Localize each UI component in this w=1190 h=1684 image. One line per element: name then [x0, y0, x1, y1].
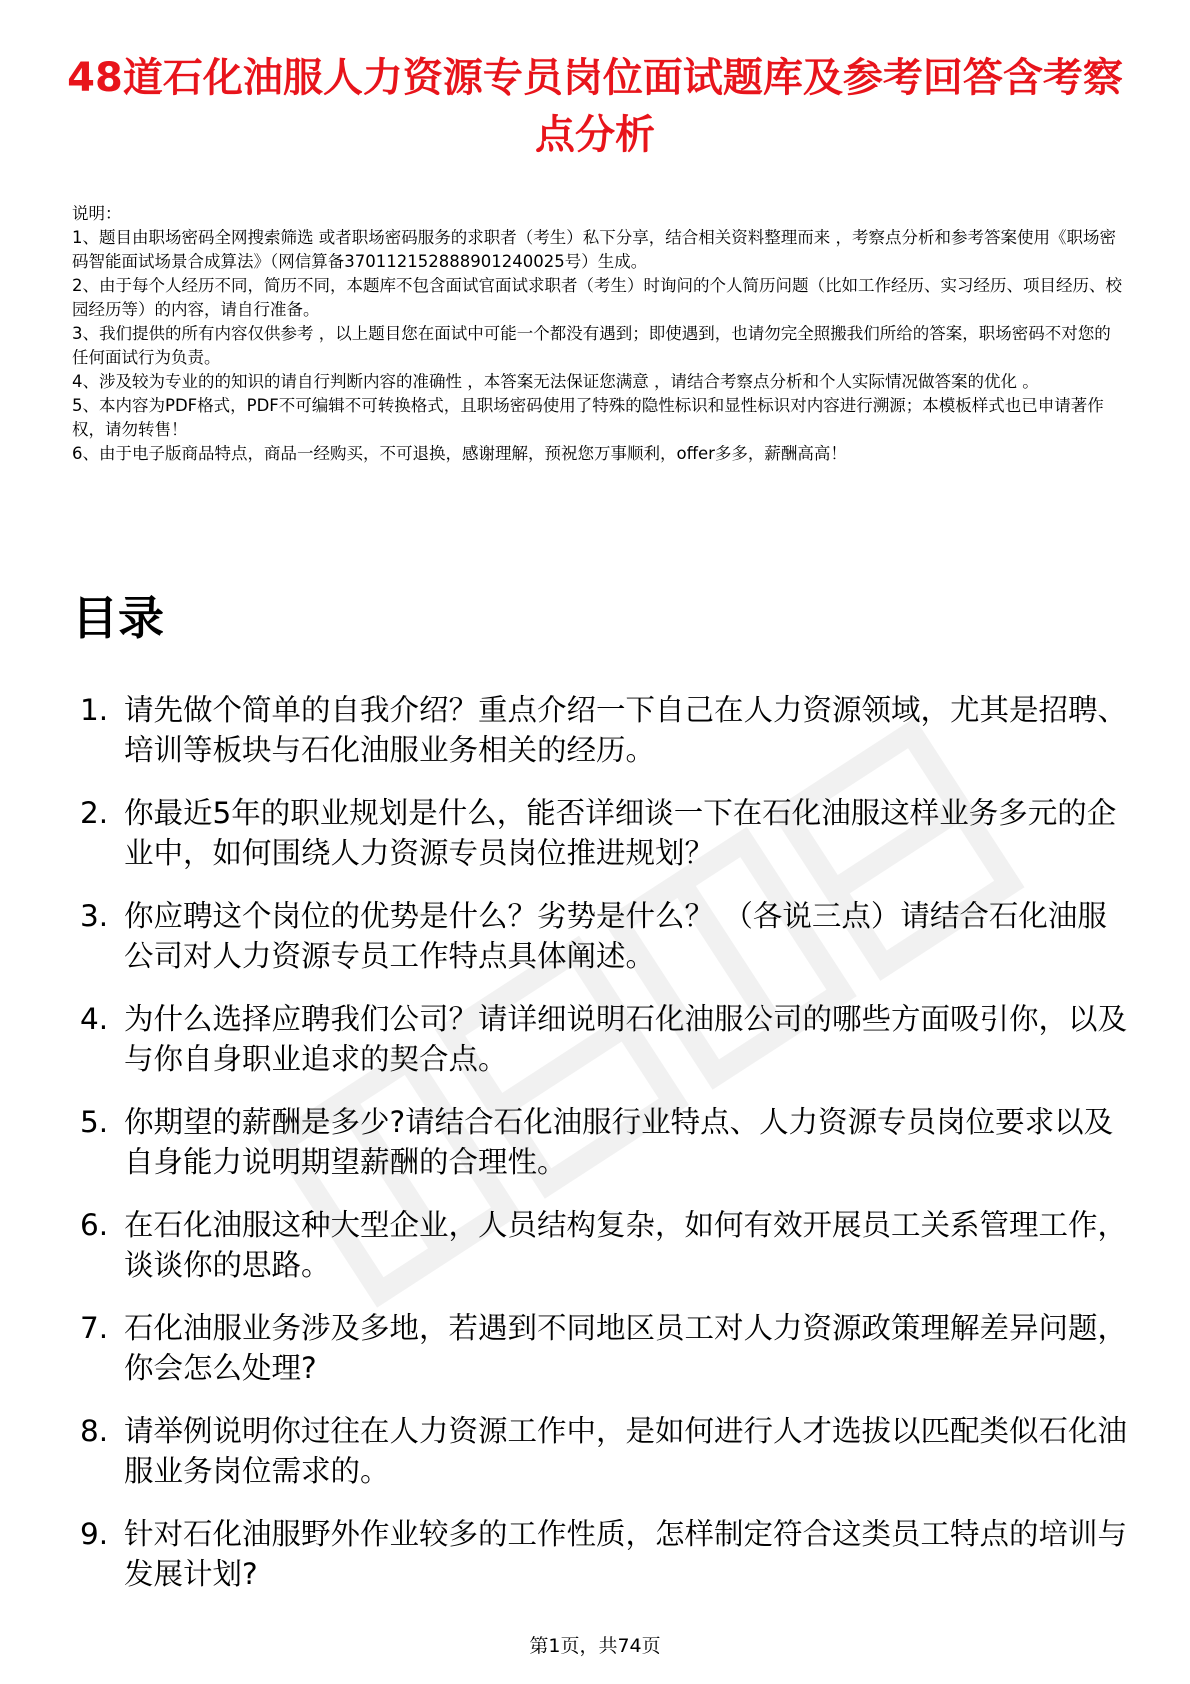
- toc-item-number: 6.: [80, 1208, 109, 1242]
- toc-item[interactable]: [72, 896, 1132, 976]
- toc-item-text: 你最近5年的职业规划是什么，能否详细谈一下在石化油服这样业务多元的企业中，如何围绕人力资源专员岗位推进规划？: [124, 796, 1117, 870]
- toc-item[interactable]: [72, 793, 1132, 873]
- toc-item-number: 5.: [80, 1105, 109, 1139]
- toc-item-text: 你应聘这个岗位的优势是什么？劣势是什么？ （各说三点）请结合石化油服公司对人力资源专员工作特点具体阐述。: [124, 899, 1107, 973]
- toc-item[interactable]: [72, 690, 1132, 770]
- note-item: 4、涉及较为专业的的知识的请自行判断内容的准确性 ，本答案无法保证您满意 ，请结合考察点分析和个人实际情况做答案的优化 。: [72, 372, 1039, 391]
- toc-item-number: 4.: [80, 1002, 109, 1036]
- note-item: 6、由于电子版商品特点，商品一经购买，不可退换，感谢理解，预祝您万事顺利，offer多多，薪酬高高！: [72, 444, 847, 463]
- toc-item[interactable]: [72, 1514, 1132, 1594]
- toc-item-text: 请先做个简单的自我介绍？重点介绍一下自己在人力资源领域，尤其是招聘、培训等板块与石化油服业务相关的经历。: [124, 693, 1128, 767]
- toc-list: [72, 690, 1132, 1617]
- toc-item[interactable]: [72, 1102, 1132, 1182]
- toc-item-number: 3.: [80, 899, 109, 933]
- notes-section: [72, 202, 1122, 466]
- note-item: 3、我们提供的所有内容仅供参考 ，以上题目您在面试中可能一个都没有遇到；即使遇到，也请勿完全照搬我们所给的答案，职场密码不对您的任何面试行为负责。: [72, 324, 1111, 367]
- toc-item-number: 7.: [80, 1311, 109, 1345]
- toc-item-number: 2.: [80, 796, 109, 830]
- toc-item-number: 9.: [80, 1517, 109, 1551]
- note-item: 1、题目由职场密码全网搜索筛选 或者职场密码服务的求职者（考生）私下分享，结合相关资料整理而来 ，考察点分析和参考答案使用《职场密码智能面试场景合成算法》（网信算备370112152888901240025号）生成。: [72, 228, 1116, 271]
- toc-item-text: 请举例说明你过往在人力资源工作中，是如何进行人才选拔以匹配类似石化油服业务岗位需求的。: [124, 1414, 1128, 1488]
- toc-item[interactable]: [72, 999, 1132, 1079]
- toc-heading: 目录: [72, 591, 164, 645]
- notes-heading: 说明：: [72, 204, 122, 223]
- toc-item-text: 在石化油服这种大型企业，人员结构复杂，如何有效开展员工关系管理工作，谈谈你的思路。: [124, 1208, 1128, 1282]
- toc-item-number: 8.: [80, 1414, 109, 1448]
- note-item: 5、本内容为PDF格式，PDF不可编辑不可转换格式，且职场密码使用了特殊的隐性标识和显性标识对内容进行溯源；本模板样式也已申请著作权，请勿转售！: [72, 396, 1104, 439]
- toc-item-text: 石化油服业务涉及多地，若遇到不同地区员工对人力资源政策理解差异问题，你会怎么处理?: [124, 1311, 1128, 1385]
- document-title: 48道石化油服人力资源专员岗位面试题库及参考回答含考察点分析: [67, 55, 1123, 158]
- toc-item[interactable]: [72, 1205, 1132, 1285]
- toc-item-number: 1.: [80, 693, 109, 727]
- toc-item-text: 你期望的薪酬是多少?请结合石化油服行业特点、人力资源专员岗位要求以及自身能力说明期望薪酬的合理性。: [124, 1105, 1114, 1179]
- toc-item[interactable]: [72, 1411, 1132, 1491]
- page-footer: 第1页，共74页: [529, 1635, 661, 1657]
- toc-item-text: 针对石化油服野外作业较多的工作性质，怎样制定符合这类员工特点的培训与发展计划?: [124, 1517, 1128, 1591]
- toc-item-text: 为什么选择应聘我们公司？请详细说明石化油服公司的哪些方面吸引你，以及与你自身职业追求的契合点。: [124, 1002, 1128, 1076]
- toc-item[interactable]: [72, 1308, 1132, 1388]
- note-item: 2、由于每个人经历不同，简历不同，本题库不包含面试官面试求职者（考生）时询问的个人简历问题（比如工作经历、实习经历、项目经历、校园经历等）的内容，请自行准备。: [72, 276, 1122, 319]
